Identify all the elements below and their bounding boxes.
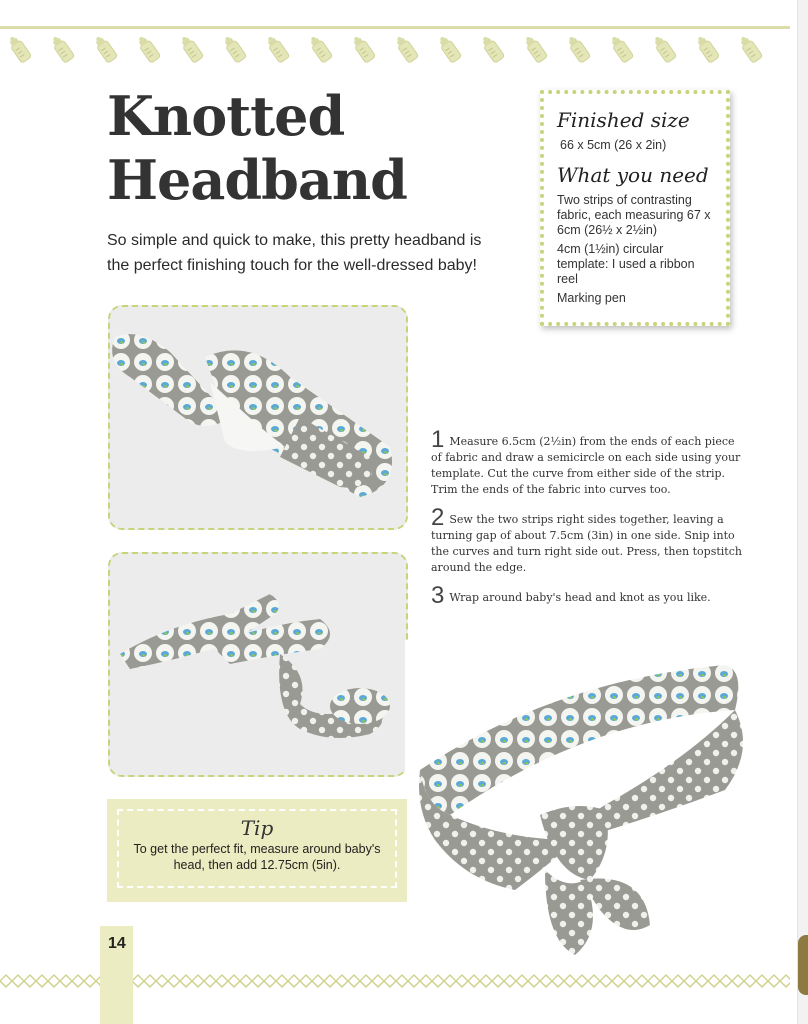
tip-text: To get the perfect fit, measure around baby's head, then add 12.75cm (5in). [133, 842, 381, 872]
tip-box [107, 799, 407, 902]
page-number: 14 [108, 935, 126, 952]
info-box [540, 90, 730, 326]
tip-heading: Tip [240, 816, 274, 840]
intro-paragraph: So simple and quick to make, this pretty headband is the perfect finishing touch for the well-dressed baby! [107, 232, 482, 274]
title-line-1: Knotted [107, 84, 345, 148]
materials-item: Two strips of contrasting fabric, each measuring 67 x 6cm (26½ x 2½in) [557, 193, 711, 237]
finished-size-value: 66 x 5cm (26 x 2in) [560, 138, 667, 152]
materials-item: 4cm (1½in) circular template: I used a ribbon reel [557, 242, 695, 286]
what-you-need-heading: What you need [557, 163, 709, 187]
title-line-2: Headband [107, 148, 407, 212]
bottom-zigzag-border [0, 973, 790, 989]
finished-headband-photo [405, 640, 785, 970]
step-number: 1 [431, 426, 445, 453]
step-photo-sewn-strip [108, 552, 408, 777]
step-text: Wrap around baby's head and knot as you like. [449, 591, 711, 604]
materials-item: Marking pen [557, 291, 626, 305]
step-number: 2 [431, 504, 445, 531]
step-number: 3 [431, 582, 445, 609]
baby-bottle-border [0, 28, 790, 68]
step-3 [431, 582, 743, 609]
step-photo-cut-strips [108, 305, 408, 530]
step-2 [431, 504, 743, 576]
step-text: Measure 6.5cm (2½in) from the ends of each piece of fabric and draw a semicircle on each side using your template. Cut the curve from either side of the strip. Trim the ends of the fabric into curves too. [431, 435, 741, 496]
finished-size-heading: Finished size [557, 108, 690, 132]
ribbon-spool-edge [798, 935, 808, 995]
page-edge-shadow [797, 0, 808, 1024]
instruction-steps [431, 426, 743, 618]
tip-inner-frame [117, 809, 397, 888]
page-title [107, 84, 407, 212]
step-1 [431, 426, 743, 498]
step-text: Sew the two strips right sides together, leaving a turning gap of about 7.5cm (3in) in one side. Snip into the curves and turn right side out. Press, then topstitch around the edge. [431, 513, 742, 574]
